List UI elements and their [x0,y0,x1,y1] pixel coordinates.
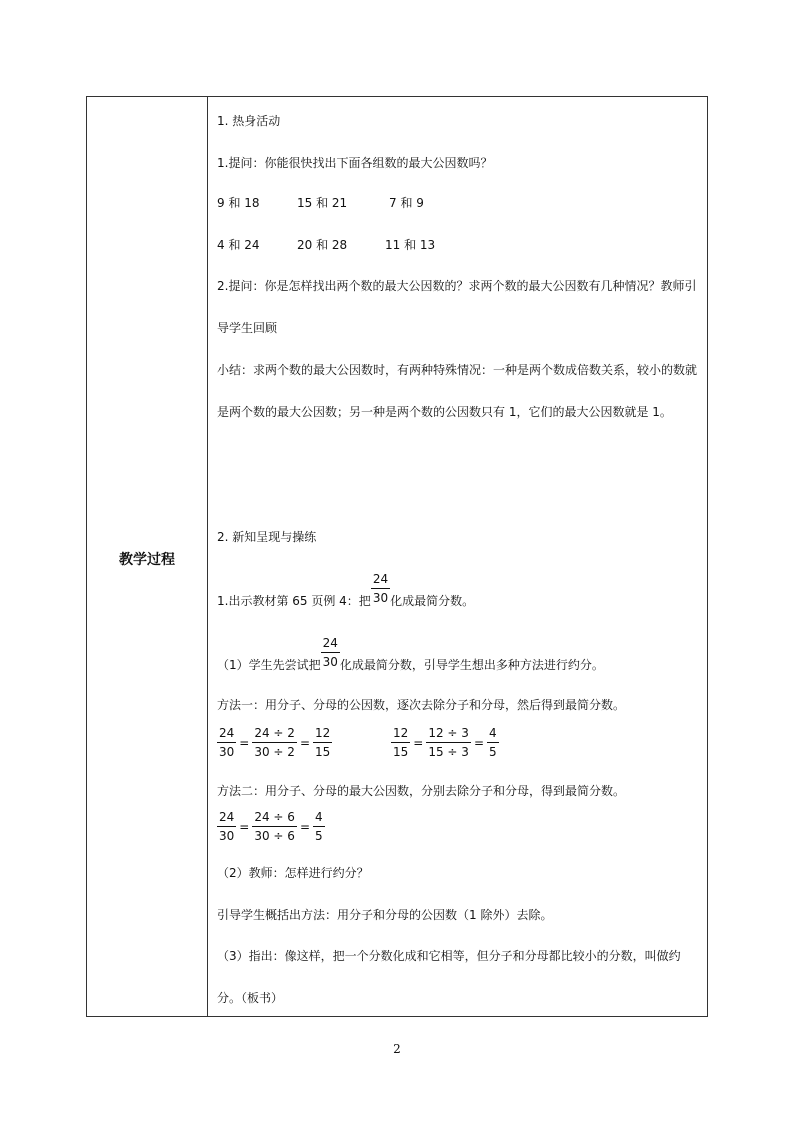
warmup-heading: 1. 热身活动 [217,114,281,128]
example-line: 1.出示教材第 65 页例 4：把 $\frac{24}{30}$ 化成最简分数。 [217,571,475,608]
pair: 20 和 28 [297,238,348,252]
lesson-table [86,96,708,1017]
pair: 4 和 24 [217,238,260,252]
method-2: 方法二：用分子、分母的最大公因数，分别去除分子和分母，得到最简分数。 [217,784,626,798]
method-2-equation: $\frac{24}{30}$ = $\frac{24 \div 6}{30 \div 6}$ = $\frac{4}{5}$ [219,810,323,843]
attempt-line: （1）学生先尝试把 $\frac{24}{30}$ 化成最简分数，引导学生想出多种方法进行约分。 [217,635,604,672]
step-2: （2）教师：怎样进行约分？ [217,866,369,880]
question-1: 1.提问：你能很快找出下面各组数的最大公因数吗？ [217,156,493,170]
guide: 引导学生概括出方法：用分子和分母的公因数（1 除外）去除。 [217,908,553,922]
step-3: （3）指出：像这样，把一个分数化成和它相等，但分子和分母都比较小的分数，叫做约分。（板书） [217,949,681,1005]
pair: 15 和 21 [297,196,348,210]
question-2: 2.提问：你是怎样找出两个数的最大公因数的？求两个数的最大公因数有几种情况？教师引导学生回顾 [217,279,697,335]
summary: 小结：求两个数的最大公因数时，有两种特殊情况：一种是两个数成倍数关系，较小的数就是两个数的最大公因数；另一种是两个数的公因数只有 1，它们的最大公因数就是 1。 [217,363,698,419]
new-knowledge-heading: 2. 新知呈现与操练 [217,530,317,544]
page-number: 2 [393,1042,401,1056]
column-divider [207,97,208,1016]
fraction: $\frac{24}{30}$ [372,571,389,605]
method-1-equation-a: $\frac{24}{30}$ = $\frac{24 \div 2}{30 \div 2}$ = $\frac{12}{15}$ [219,726,331,759]
fraction: $\frac{24}{30}$ [322,635,338,669]
pair: 9 和 18 [217,196,260,210]
pair: 7 和 9 [389,196,424,210]
row-label: 教学过程 [119,552,175,568]
method-1: 方法一：用分子、分母的公因数，逐次去除分子和分母，然后得到最简分数。 [217,698,626,712]
method-1-equation-b: $\frac{12}{15}$ = $\frac{12 \div 3}{15 \div 3}$ = $\frac{4}{5}$ [393,726,497,759]
pair: 11 和 13 [385,238,436,252]
